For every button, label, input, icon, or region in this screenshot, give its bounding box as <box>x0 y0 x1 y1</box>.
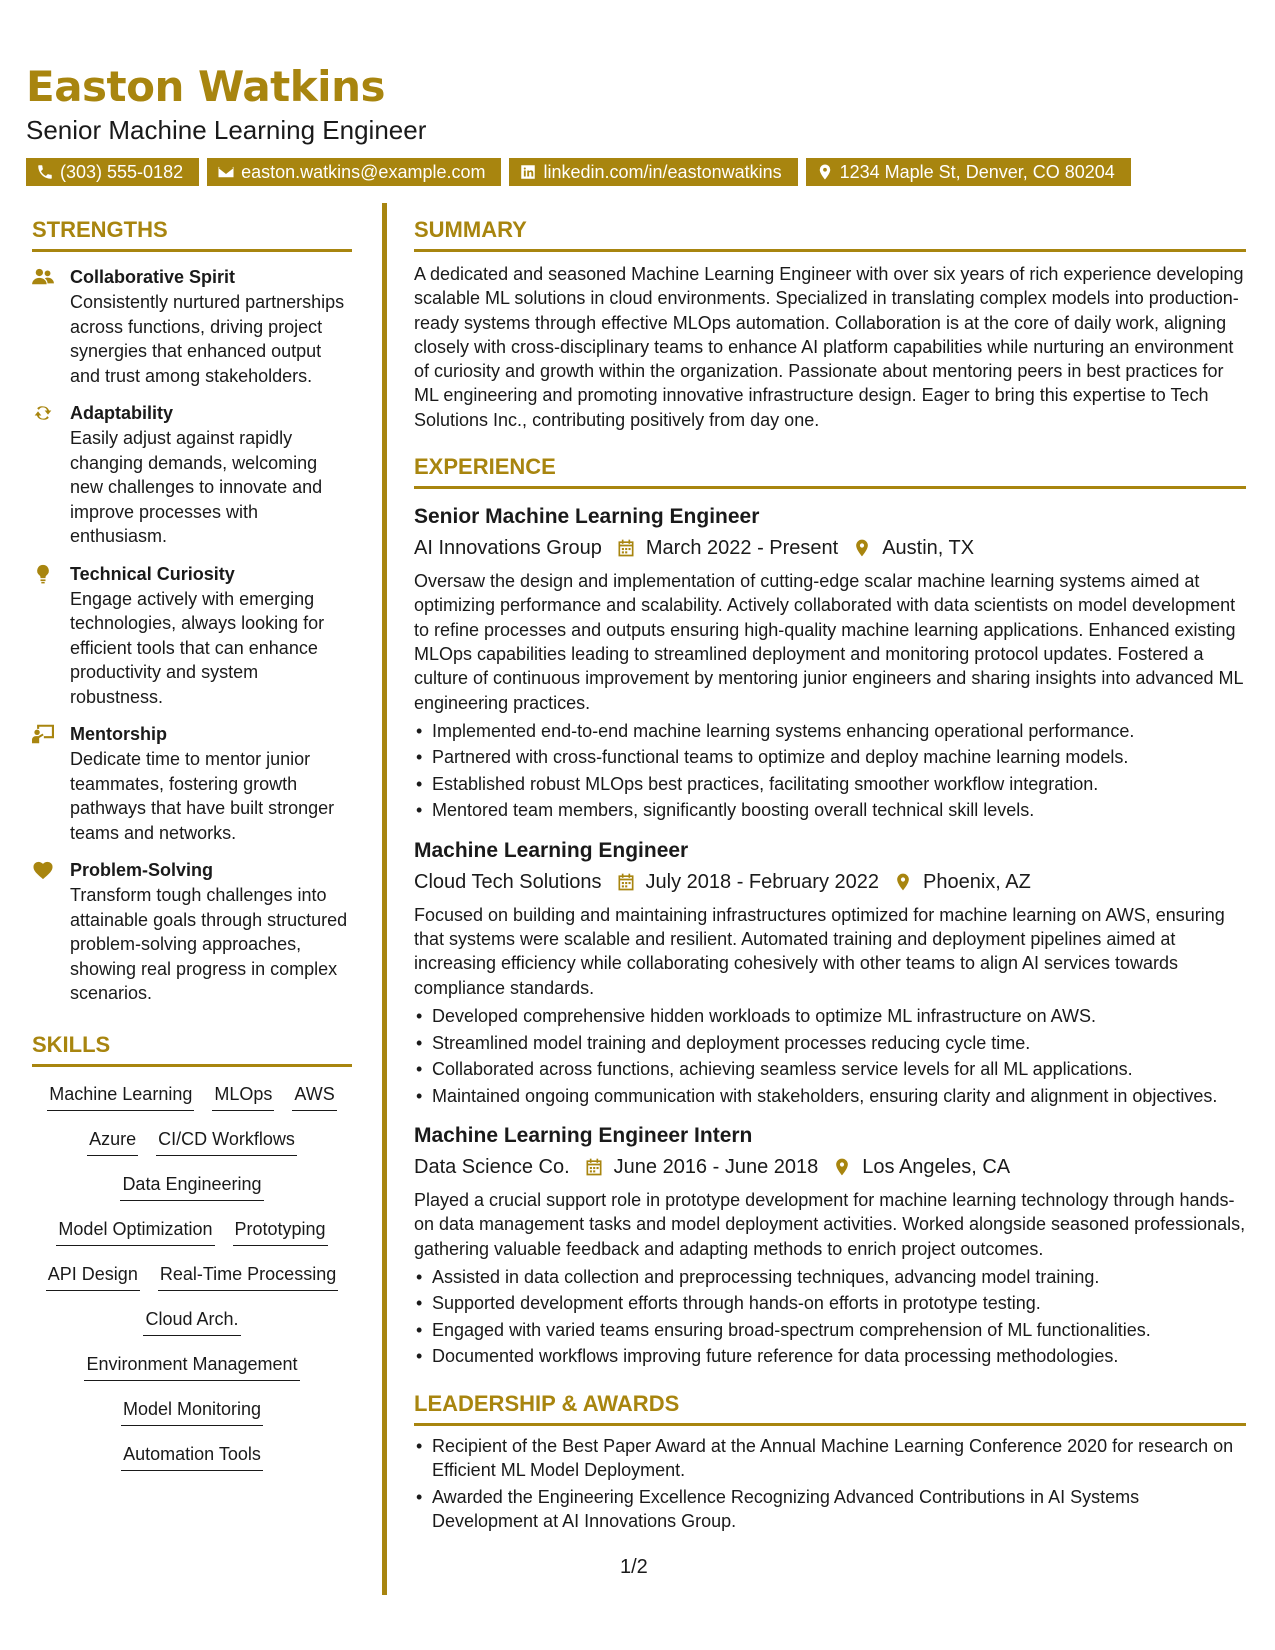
contact-linkedin-text: linkedin.com/in/eastonwatkins <box>543 162 782 182</box>
skill-row <box>32 1081 352 1126</box>
heart-icon <box>32 860 54 880</box>
skill-row <box>32 1396 352 1441</box>
resume-header <box>26 62 1256 186</box>
right-column <box>414 213 1246 1536</box>
location-pin-icon <box>852 538 872 558</box>
skill-row <box>32 1171 352 1216</box>
skill-tag: Azure <box>87 1126 138 1156</box>
strength-name: Technical Curiosity <box>70 563 235 584</box>
summary-text: A dedicated and seasoned Machine Learning Engineer with over six years of rich experience developing scalable ML solutions in cloud environments. Specialized in translating complex models into production-ready systems through effective MLOps automation. Collaboration is at the core of daily work, aligning closely with cross-disciplinary teams to enhance AI platform capabilities while nurturing an environment of curiosity and growth within the organization. Passionate about mentoring peers in best practices for ML engineering and promoting innovative infrastructure design. Eager to bring this expertise to Tech Solutions Inc., contributing positively from day one. <box>414 264 1244 430</box>
job-location: Phoenix, AZ <box>923 870 1031 893</box>
strength-name: Collaborative Spirit <box>70 267 236 287</box>
job-title: Machine Learning Engineer <box>414 838 689 862</box>
skill-row <box>32 1306 352 1351</box>
phone-icon <box>36 163 54 181</box>
users-icon <box>32 267 54 287</box>
skill-tag: Prototyping <box>233 1216 328 1246</box>
skill-tag: Cloud Arch. <box>143 1306 240 1336</box>
column-divider <box>382 203 387 1595</box>
job-location: Austin, TX <box>882 537 975 560</box>
job-bullets <box>414 1265 1246 1369</box>
job-entry <box>414 1122 1246 1369</box>
job-company: Data Science Co. <box>414 1156 570 1179</box>
bullet-item: • Streamlined model training and deployment processes reducing cycle time. <box>414 1031 1246 1056</box>
contact-phone-text: (303) 555-0182 <box>60 162 184 182</box>
job-meta <box>414 867 1246 897</box>
skills-list <box>32 1081 352 1486</box>
job-entry <box>414 503 1246 823</box>
job-title: Machine Learning Engineer Intern <box>414 1124 753 1148</box>
job-dates: March 2022 - Present <box>645 537 839 560</box>
skill-tag: CI/CD Workflows <box>156 1126 297 1156</box>
job-title: Senior Machine Learning Engineer <box>414 505 760 529</box>
strength-name: Mentorship <box>70 724 167 744</box>
skill-row <box>32 1261 352 1306</box>
skill-tag: Data Engineering <box>120 1171 263 1201</box>
skill-tag: MLOps <box>212 1081 274 1111</box>
contact-email[interactable] <box>207 158 501 186</box>
sync-icon <box>32 403 54 423</box>
contact-linkedin[interactable] <box>509 158 797 186</box>
bullet-item: • Implemented end-to-end machine learning systems enhancing operational performance. <box>414 719 1246 744</box>
strength-desc: Dedicate time to mentor junior teammates, fostering growth pathways that have built stronger teams and networks. <box>70 749 335 843</box>
skill-row <box>32 1441 352 1486</box>
job-dates: July 2018 - February 2022 <box>645 870 879 893</box>
skill-tag: API Design <box>46 1261 140 1291</box>
skill-tag: Automation Tools <box>121 1441 263 1471</box>
job-bullets <box>414 719 1246 823</box>
strength-item <box>32 561 352 710</box>
strength-desc: Transform tough challenges into attainable goals through structured problem-solving approaches, showing real progress in complex scenarios. <box>70 885 348 1003</box>
award-item: • Awarded the Engineering Excellence Recognizing Advanced Contributions in AI Systems Development at AI Innovations Group. <box>414 1485 1246 1534</box>
experience-heading: EXPERIENCE <box>414 450 1246 489</box>
skills-heading: SKILLS <box>32 1028 352 1067</box>
bullet-item: • Supported development efforts through hands-on efforts in prototype testing. <box>414 1291 1246 1316</box>
location-pin-icon <box>832 1157 852 1177</box>
strength-item <box>32 721 352 845</box>
skill-tag: Model Monitoring <box>121 1396 263 1426</box>
page-number: 1/2 <box>620 1556 648 1578</box>
bullet-item: • Collaborated across functions, achieving seamless service levels for all ML applications. <box>414 1057 1246 1082</box>
job-company: Cloud Tech Solutions <box>414 870 602 893</box>
location-pin-icon <box>816 163 834 181</box>
envelope-icon <box>217 163 235 181</box>
contact-address[interactable] <box>806 158 1131 186</box>
bullet-item: • Documented workflows improving future reference for data processing methodologies. <box>414 1344 1246 1369</box>
award-item: • Recipient of the Best Paper Award at the Annual Machine Learning Conference 2020 for research on Efficient ML Model Deployment. <box>414 1434 1246 1483</box>
job-location: Los Angeles, CA <box>862 1156 1011 1179</box>
candidate-name: Easton Watkins <box>26 62 385 111</box>
bullet-item: • Developed comprehensive hidden workloads to optimize ML infrastructure on AWS. <box>414 1004 1246 1029</box>
contact-email-text: easton.watkins@example.com <box>241 162 486 182</box>
skill-tag: Environment Management <box>84 1351 299 1381</box>
awards-list <box>414 1434 1246 1534</box>
strength-desc: Engage actively with emerging technologies, always looking for efficient tools that can enhance productivity and system robustness. <box>70 588 325 707</box>
job-description: Focused on building and maintaining infrastructures optimized for machine learning on AWS, ensuring that systems were scalable and resilient. Automated training and deployment pipelines aimed at increasing efficiency while collaborating cohesively with other teams to align AI services towards compliance standards. <box>414 904 1225 998</box>
bullet-item: • Engaged with varied teams ensuring broad-spectrum comprehension of ML functionalities. <box>414 1318 1246 1343</box>
strength-desc: Easily adjust against rapidly changing demands, welcoming new challenges to innovate and improve processes with enthusiasm. <box>70 428 323 546</box>
strength-item <box>32 400 352 549</box>
linkedin-icon <box>519 163 537 181</box>
awards-heading: LEADERSHIP & AWARDS <box>414 1387 1246 1426</box>
skill-tag: Model Optimization <box>56 1216 214 1246</box>
contact-phone[interactable] <box>26 158 199 186</box>
job-entry <box>414 837 1246 1108</box>
job-company: AI Innovations Group <box>414 537 602 560</box>
bullet-item: • Maintained ongoing communication with stakeholders, ensuring clarity and alignment in objectives. <box>414 1084 1246 1109</box>
summary-heading: SUMMARY <box>414 213 1246 252</box>
strength-name: Problem-Solving <box>70 860 214 880</box>
skill-tag: Real-Time Processing <box>158 1261 338 1291</box>
strength-item <box>32 264 352 388</box>
job-description: Oversaw the design and implementation of cutting-edge scalar machine learning systems aimed at optimizing performance and scalability. Actively collaborated with data scientists on model development to refine processes and outputs ensuring high-quality machine learning applications. Enhanced existing MLOps capabilities leading to streamlined deployment and monitoring protocol updates. Fostered a culture of continuous improvement by mentoring junior engineers and sharing insights into advanced ML engineering practices. <box>414 571 1243 713</box>
skill-tag: AWS <box>292 1081 336 1111</box>
calendar-icon <box>584 1157 604 1177</box>
skill-row <box>32 1351 352 1396</box>
job-meta <box>414 1152 1246 1182</box>
strengths-heading: STRENGTHS <box>32 213 352 252</box>
job-bullets <box>414 1004 1246 1108</box>
job-meta <box>414 533 1246 563</box>
left-column <box>32 213 352 1486</box>
strength-name: Adaptability <box>70 403 174 423</box>
teacher-icon <box>32 724 54 744</box>
strength-item <box>32 857 352 1006</box>
calendar-icon <box>616 872 636 892</box>
bullet-item: • Mentored team members, significantly boosting overall technical skill levels. <box>414 798 1246 823</box>
contact-address-text: 1234 Maple St, Denver, CO 80204 <box>839 162 1115 182</box>
bullet-item: • Established robust MLOps best practices, facilitating smoother workflow integration. <box>414 772 1246 797</box>
calendar-icon <box>616 538 636 558</box>
candidate-title: Senior Machine Learning Engineer <box>26 115 427 145</box>
job-dates: June 2016 - June 2018 <box>613 1156 819 1179</box>
lightbulb-icon <box>32 564 54 584</box>
skill-row <box>32 1126 352 1171</box>
location-pin-icon <box>893 872 913 892</box>
job-description: Played a crucial support role in prototype development for machine learning technology through hands-on data management tasks and model deployment activities. Worked alongside seasoned professionals, gathering valuable feedback and adapting methods to enrich project outcomes. <box>414 1190 1246 1259</box>
bullet-item: • Assisted in data collection and preprocessing techniques, advancing model training. <box>414 1265 1246 1290</box>
skill-row <box>32 1216 352 1261</box>
bullet-item: • Partnered with cross-functional teams to optimize and deploy machine learning models. <box>414 745 1246 770</box>
contact-bar <box>26 158 1256 186</box>
skill-tag: Machine Learning <box>47 1081 194 1111</box>
strength-desc: Consistently nurtured partnerships across functions, driving project synergies that enhanced output and trust among stakeholders. <box>70 292 345 386</box>
